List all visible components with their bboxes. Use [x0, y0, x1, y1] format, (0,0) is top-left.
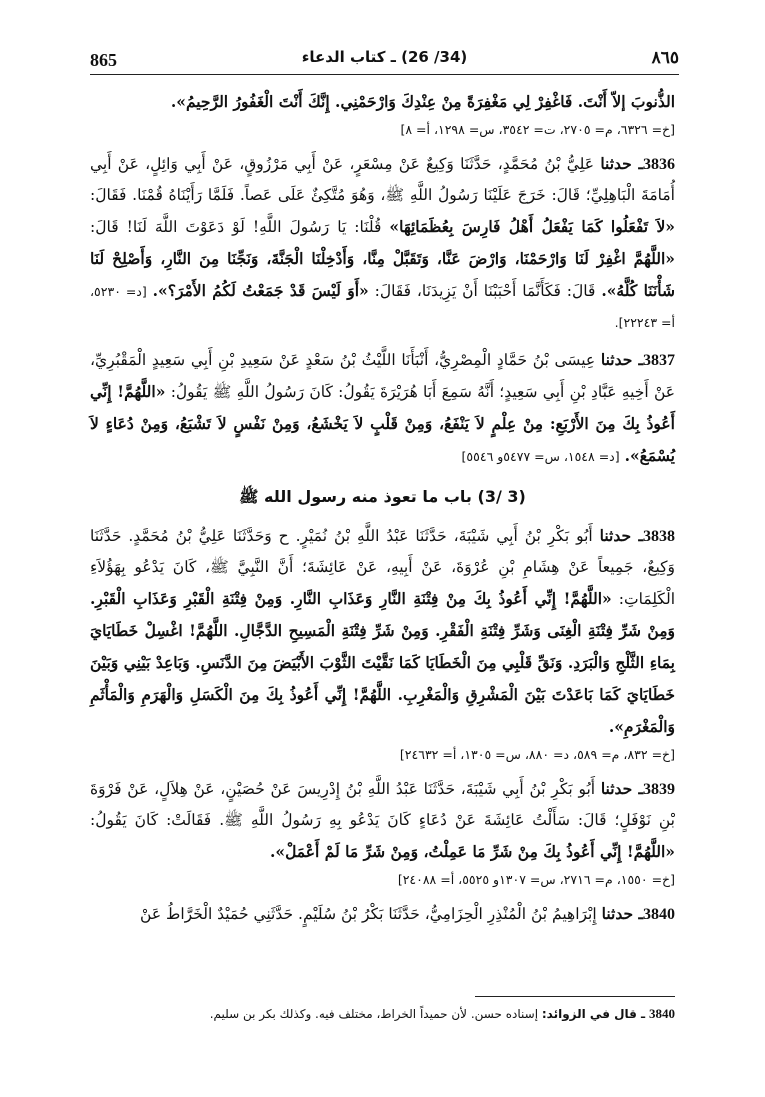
- matn-text: «لاَ تَفْعَلُوا كَمَا يَفْعَلُ أَهْلُ فَارِسَ بِعُظَمَائِهَا»: [389, 217, 675, 236]
- isnad-text: عَلِيُّ بْنُ مُحَمَّدٍ، حَدَّثَنَا وَكِيعٌ عَنْ مِسْعَرٍ، عَنْ أَبِي مَرْزُوقٍ، عَنْ أَبِي وَائِلٍ، عَنْ أَبِي أُمَامَةَ الْبَاهِلِيِّ؛ قَالَ: خَرَجَ عَلَيْنَا رَسُولُ اللَّهِ ﷺ، وَهُوَ مُتَّكِئٌ عَلَى عَصاً. فَلَمَّا رَأَيْنَاهُ قُمْنَا. فَقَالَ:: [90, 155, 675, 204]
- isnad-text: أَبُو بَكْرِ بْنُ أَبِي شَيْبَةَ، حَدَّثَنَا عَبْدُ اللَّهِ بْنُ نُمَيْرٍ. ح وَحَدَّثَنَا عَلِيُّ بْنُ مُحَمَّدٍ. حَدَّثَنَا وَكِيعٌ، جَمِيعاً عَنْ هِشَامِ بْنِ عُرْوَةَ، عَنْ أَبِيهِ، عَنْ عَائِشَةَ؛ أَنَّ النَّبِيَّ ﷺ، كَانَ يَدْعُو بِهَؤُلاَءِ الْكَلِمَاتِ:: [90, 527, 675, 608]
- hadith-references: [د= ١٥٤٨، س= ٥٤٧٧و ٥٥٤٦]: [461, 449, 620, 464]
- matn-text: «اللَّهُمَّ! إِنِّي أَعُوذُ بِكَ مِنْ شَرِّ مَا عَمِلْتُ، وَمِنْ شَرِّ مَا لَمْ أَعْمَلْ».: [269, 842, 675, 861]
- footnote-divider: [475, 996, 675, 997]
- hadith-lead: ـ حدثنا: [600, 779, 643, 798]
- hadith-number: 3840: [643, 906, 675, 923]
- hadith-3840: [90, 898, 675, 930]
- hadith-3839: [90, 773, 675, 868]
- chapter-heading: (3 /3) باب ما تعوذ منه رسول الله ﷺ: [239, 487, 526, 506]
- isnad-text-2: قُلْنَا: يَا رَسُولَ اللَّهِ! لَوْ دَعَوْتَ اللَّهَ لَنَا! قَالَ:: [90, 218, 382, 236]
- hadith-number: 3836: [643, 156, 675, 173]
- isnad-text: عِيسَى بْنُ حَمَّادٍ الْمِصْرِيُّ، أَنْبَأَنَا اللَّيْثُ بْنُ سَعْدٍ عَنْ سَعِيدِ بْنِ أَبِي سَعِيدٍ الْمَقْبُرِيِّ، عَنْ أَخِيهِ عَبَّادِ بْنِ أَبِي سَعِيدٍ؛ أَنَّهُ سَمِعَ أَبَا هُرَيْرَةَ يَقُولُ: كَانَ رَسُولُ اللَّهِ ﷺ يَقُولُ:: [90, 351, 675, 401]
- isnad-text: إِبْرَاهِيمُ بْنُ الْمُنْذِرِ الْحِزَامِيُّ، حَدَّثَنَا بَكْرُ بْنُ سُلَيْمٍ. حَدَّثَنِي حُمَيْدٌ الْخَرَّاطُ عَنْ: [140, 905, 597, 923]
- matn-text: «اللَّهُمَّ! إِنِّي أَعُوذُ بِكَ مِنْ فِتْنَةِ النَّارِ وَعَذَابِ النَّارِ. وَمِنْ فِتْنَةِ الْقَبْرِ وَعَذَابِ الْقَبْرِ. وَمِنْ شَرِّ فِتْنَةِ الْغِنَى وَشَرِّ فِتْنَةِ الْفَقْرِ. وَمِنْ شَرِّ فِتْنَةِ الْمَسِيحِ الدَّجَّالِ. اللَّهُمَّ! اغْسِلْ خَطَايَايَ بِمَاءِ الثَّلْجِ وَالْبَرَدِ. وَنَقِّ قَلْبِي مِنَ الْخَطَايَا كَمَا نَقَّيْتَ الثَّوْبَ الأَبْيَضَ مِنَ الدَّنَسِ. وَبَاعِدْ بَيْنِي وَبَيْنَ خَطَايَايَ كَمَا بَاعَدْتَ بَيْنَ الْمَشْرِقِ وَالْمَغْرِبِ. اللَّهُمَّ! إِنِّي أَعُوذُ بِكَ مِنَ الْكَسَلِ وَالْهَرَمِ وَالْمَأْثَمِ وَالْمَغْرَمِ».: [90, 589, 675, 736]
- intro-references: [خ= ٦٣٢٦، م= ٢٧٠٥، ت= ٣٥٤٢، س= ١٢٩٨، أ= ٨]: [400, 122, 675, 137]
- hadith-lead: ـ حدثنا: [600, 350, 643, 369]
- hadith-number: 3837: [643, 352, 675, 369]
- footnote: [90, 1004, 675, 1024]
- page-header: [90, 44, 679, 75]
- matn-text: «اللَّهُمَّ! إِنِّي أَعُوذُ بِكَ مِنَ الأَرْبَعِ: مِنْ عِلْمٍ لاَ يَنْفَعُ، وَمِنْ قَلْبٍ لاَ يَخْشَعُ، وَمِنْ نَفْسٍ لاَ تَشْبَعُ، وَمِنْ دُعَاءٍ لاَ يُسْمَعُ».: [90, 382, 675, 465]
- isnad-text-3: قَالَ: فَكَأَنَّمَا أَحْبَبْنَا أَنْ يَزِيدَنَا، فَقَالَ:: [374, 282, 596, 300]
- intro-line: الذُّنوبَ إلاّ أَنْتَ. فَاغْفِرْ لِي مَغْفِرَةً مِنْ عِنْدِكَ وَارْحَمْنِي. إِنَّكَ أَنْتَ الْغَفُورُ الرَّحِيمُ».: [170, 92, 675, 111]
- hadith-lead: ـ حدثنا: [600, 154, 643, 173]
- footnote-text: إسناده حسن. لأن حميداً الخراط، مختلف فيه. وكذلك بكر بن سليم.: [209, 1007, 539, 1021]
- hadith-number: 3839: [643, 781, 675, 798]
- hadith-references: [د= ٥٢٣٠، أ= ٢٢٢٤٣].: [90, 284, 675, 330]
- hadith-number: 3838: [643, 528, 675, 545]
- hadith-3839-references: [خ= ١٥٥٠، م= ٢٧١٦، س= ١٣٠٧و ٥٥٢٥، أ= ٢٤٠٨٨]: [397, 872, 675, 887]
- footnote-number: 3840: [649, 1006, 675, 1021]
- footnote-label: ـ قال في الزوائد:: [541, 1007, 646, 1021]
- hadith-3836: [90, 148, 675, 338]
- hadith-3837: [90, 344, 675, 472]
- intro-paragraph: [90, 86, 675, 118]
- hadith-lead: ـ حدثنا: [599, 526, 643, 545]
- hadith-3838: [90, 520, 675, 743]
- page-body: [90, 86, 675, 930]
- running-title: (34/ 26) ـ كتاب الدعاء: [301, 48, 468, 66]
- matn-text-3: «أَوَ لَيْسَ قَدْ جَمَعْتُ لَكُمُ الأَمْرَ؟».: [152, 281, 369, 300]
- page-number-latin: 865: [90, 50, 117, 70]
- matn-text-2: «اللَّهُمَّ اغْفِرْ لَنَا وَارْحَمْنَا، وَارْضَ عَنَّا، وَتَقَبَّلْ مِنَّا، وَأَدْخِلْنَا الْجَنَّةَ، وَنَجِّنَا مِنَ النَّارِ، وَأَصْلِحْ لَنَا شَأْنَنَا كُلَّهُ».: [90, 249, 676, 300]
- page-number-arabic: ٨٦٥: [651, 48, 679, 68]
- isnad-text: أَبُو بَكْرِ بْنُ أَبِي شَيْبَةَ، حَدَّثَنَا عَبْدُ اللَّهِ بْنُ إِدْرِيسَ عَنْ حُصَيْنٍ، عَنْ هِلاَلٍ، عَنْ فَرْوَةَ بْنِ نَوْفَلٍ؛ قَالَ: سَأَلْتُ عَائِشَةَ عَنْ دُعَاءٍ كَانَ يَدْعُو بِهِ رَسُولُ اللَّهِ ﷺ. فَقَالَتْ: كَانَ يَقُولُ:: [90, 780, 675, 829]
- hadith-lead: ـ حدثنا: [601, 904, 643, 923]
- hadith-3838-references: [خ= ٨٣٢، م= ٥٨٩، د= ٨٨٠، س= ١٣٠٥، أ= ٢٤٦٣٢]: [399, 747, 675, 762]
